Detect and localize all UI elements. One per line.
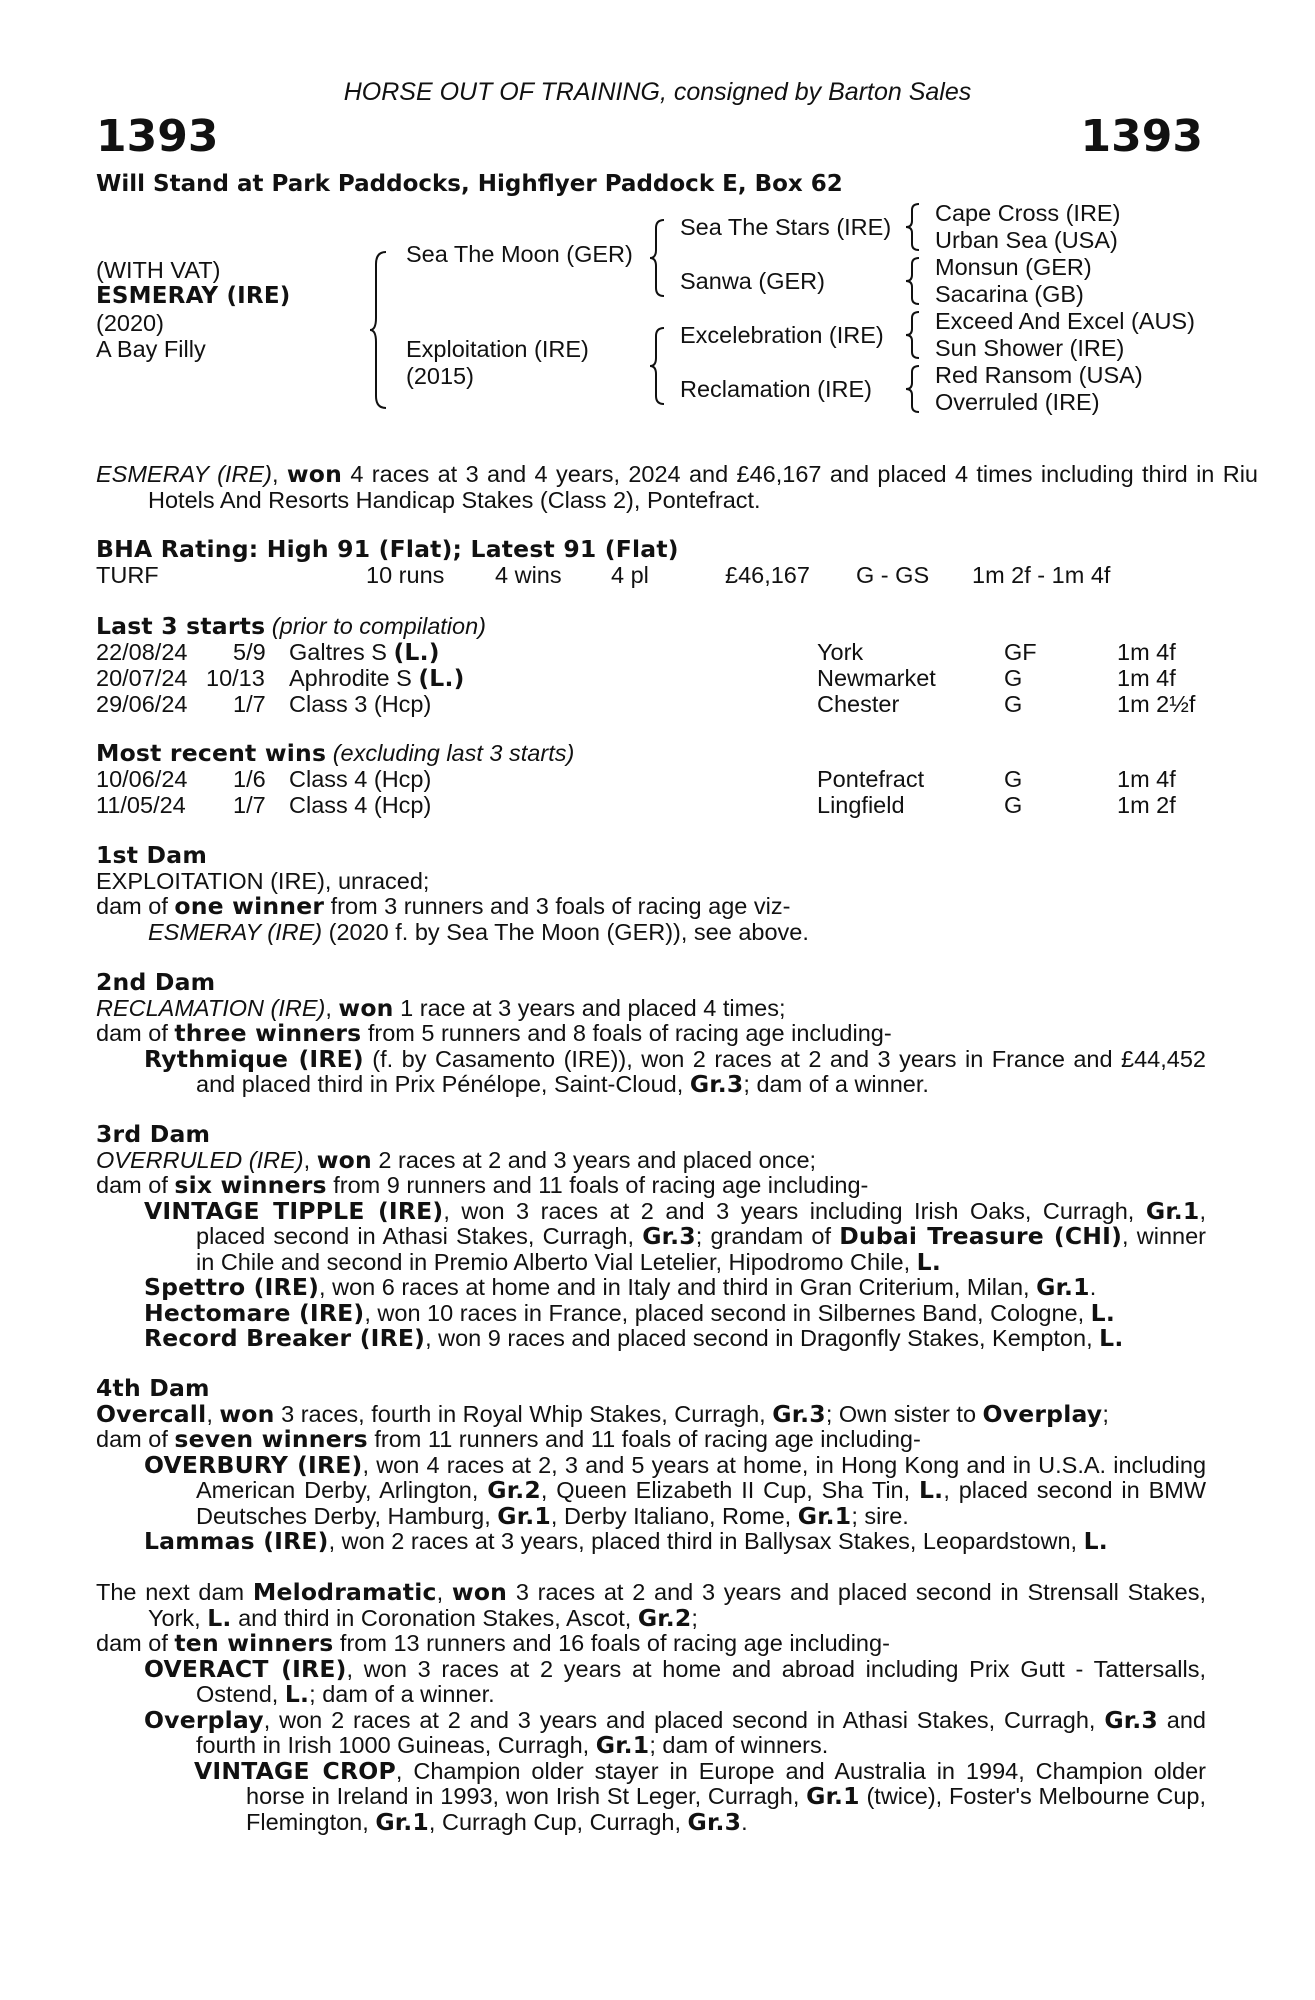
third-dam-line: OVERRULED (IRE), won 2 races at 2 and 3 years and placed once;	[96, 1145, 817, 1174]
third-dam-progeny: Hectomare (IRE), won 10 races in France, placed second in Silbernes Band, Cologne, L.	[144, 1298, 1115, 1327]
recent-wins-heading	[96, 741, 574, 767]
second-dam-progeny: Rythmique (IRE) (f. by Casamento (IRE)), won 2 races at 2 and 3 years in France and £44,452 and placed third in Prix Pénélope, Saint-Cloud, Gr.3; dam of a winner.	[144, 1044, 1206, 1098]
pedigree-brace-g56	[906, 310, 922, 360]
third-dam-progeny: Record Breaker (IRE), won 9 races and placed second in Dragonfly Stakes, Kempton, L.	[144, 1324, 1124, 1352]
fourth-dam-progeny: Lammas (IRE), won 2 races at 3 years, placed third in Ballysax Stakes, Leopardstown, L.	[144, 1527, 1108, 1555]
granddam-2: Sacarina (GB)	[935, 281, 1084, 307]
grandsire-1: Cape Cross (IRE)	[935, 200, 1121, 226]
horse-name: ESMERAY (IRE)	[96, 283, 291, 309]
rating-distance: 1m 2f - 1m 4f	[972, 562, 1111, 588]
summary-text: 4 races at 3 and 4 years, 2024 and £46,167 and placed 4 times including third in Riu Hotels And Resorts Handicap Stakes (Class 2), Pontefract.	[148, 461, 1258, 513]
pedigree-brace-g34	[906, 256, 922, 306]
lot-number-left: 1393	[96, 111, 219, 162]
rating-going: G - GS	[856, 562, 930, 588]
consignor-header: HORSE OUT OF TRAINING, consigned by Barton Sales	[343, 78, 972, 106]
start-position: 1/7	[233, 691, 266, 717]
stand-location: Will Stand at Park Paddocks, Highflyer Paddock E, Box 62	[96, 171, 843, 197]
rating-runs: 10 runs	[366, 562, 445, 588]
grandsire-2: Monsun (GER)	[935, 254, 1092, 280]
granddam-3: Sun Shower (IRE)	[935, 335, 1125, 361]
win-distance: 1m 2f	[1117, 792, 1176, 818]
next-dam-progeny: OVERACT (IRE), won 3 races at 2 years at home and abroad including Prix Gutt - Tattersalls, Ostend, L.; dam of a winner.	[144, 1654, 1206, 1708]
start-race: Aphrodite S (L.)	[289, 664, 465, 692]
fourth-dam-section	[96, 1376, 1206, 1555]
rating-surface: TURF	[96, 562, 159, 588]
start-going: GF	[1004, 639, 1037, 665]
start-race: Class 3 (Hcp)	[289, 691, 432, 717]
win-race: Class 4 (Hcp)	[289, 766, 432, 792]
second-dam-title: 2nd Dam	[96, 968, 216, 996]
fourth-dam-line: Overcall, won 3 races, fourth in Royal Whip Stakes, Curragh, Gr.3; Own sister to Overplay;	[96, 1399, 1109, 1428]
grandsire-4: Red Ransom (USA)	[935, 362, 1143, 388]
start-going: G	[1004, 691, 1023, 717]
win-position: 1/7	[233, 792, 266, 818]
win-race: Class 4 (Hcp)	[289, 792, 432, 818]
bha-rating-title: BHA Rating: High 91 (Flat); Latest 91 (Flat)	[96, 535, 679, 563]
sire: Sea The Moon (GER)	[406, 241, 633, 267]
next-dam-section	[96, 1580, 1206, 1835]
fourth-dam-progeny: OVERBURY (IRE), won 4 races at 2, 3 and 5 years at home, in Hong Kong and in U.S.A. including American Derby, Arlington, Gr.2, Queen Elizabeth II Cup, Sha Tin, L., placed second in BMW Deutsches Derby, Hamburg, Gr.1, Derby Italiano, Rome, Gr.1; sire.	[144, 1450, 1207, 1530]
start-distance: 1m 4f	[1117, 665, 1176, 691]
rating-placed: 4 pl	[611, 562, 649, 588]
win-going: G	[1004, 766, 1023, 792]
dam-year: (2015)	[406, 363, 474, 389]
second-dam-line: RECLAMATION (IRE), won 1 race at 3 years and placed 4 times;	[96, 993, 786, 1022]
second-dam-produce-line: dam of three winners from 5 runners and 8 foals of racing age including-	[96, 1019, 892, 1047]
last-starts-heading	[96, 614, 486, 640]
start-distance: 1m 4f	[1117, 639, 1176, 665]
win-position: 1/6	[233, 766, 266, 792]
granddam-4: Overruled (IRE)	[935, 389, 1100, 415]
recent-wins-title: Most recent wins	[96, 739, 327, 767]
win-distance: 1m 4f	[1117, 766, 1176, 792]
start-position: 5/9	[233, 639, 266, 665]
recent-wins-note: (excluding last 3 starts)	[332, 740, 575, 766]
last-starts-note: (prior to compilation)	[271, 613, 486, 639]
pedigree-brace-main	[370, 250, 390, 410]
pedigree-brace-sire	[650, 218, 668, 298]
start-course: Newmarket	[817, 665, 936, 691]
pedigree-brace-dam	[650, 326, 668, 406]
next-dam-produce-line: dam of ten winners from 13 runners and 16 foals of racing age including-	[96, 1629, 890, 1657]
third-dam-progeny: Spettro (IRE), won 6 races at home and in Italy and third in Gran Criterium, Milan, Gr.1.	[144, 1273, 1097, 1301]
start-race: Galtres S (L.)	[289, 638, 440, 666]
win-course: Lingfield	[817, 792, 905, 818]
grandsire-3: Exceed And Excel (AUS)	[935, 308, 1195, 334]
first-dam-section	[96, 843, 1206, 945]
rating-earnings: £46,167	[725, 562, 810, 588]
race-record-summary: ESMERAY (IRE), won 4 races at 3 and 4 years, 2024 and £46,167 and placed 4 times including third in Riu Hotels And Resorts Handicap Stakes (Class 2), Pontefract.	[96, 460, 1258, 513]
next-dam-line: The next dam Melodramatic, won 3 races at 2 and 3 years and placed second in Strensall Stakes, York, L. and third in Coronation Stakes, Ascot, Gr.2;	[96, 1578, 1207, 1632]
horse-year: (2020)	[96, 310, 164, 336]
start-course: Chester	[817, 691, 900, 717]
next-dam-progeny: Overplay, won 2 races at 2 and 3 years and placed second in Athasi Stakes, Curragh, Gr.3 and fourth in Irish 1000 Guineas, Curragh, Gr.1; dam of winners.	[144, 1705, 1206, 1759]
win-course: Pontefract	[817, 766, 925, 792]
start-course: York	[817, 639, 864, 665]
rating-wins: 4 wins	[495, 562, 562, 588]
vat-note: (WITH VAT)	[96, 257, 221, 283]
summary-horse-name: ESMERAY (IRE)	[96, 461, 272, 487]
pedigree-brace-g78	[906, 364, 922, 414]
horse-description: A Bay Filly	[96, 336, 206, 362]
fourth-dam-produce-line: dam of seven winners from 11 runners and 11 foals of racing age including-	[96, 1425, 921, 1453]
next-dam-grand-progeny: VINTAGE CROP, Champion older stayer in Europe and Australia in 1994, Champion older horse in Ireland in 1993, won Irish St Leger, Curragh, Gr.1 (twice), Foster's Melbourne Cup, Flemington, Gr.1, Curragh Cup, Curragh, Gr.3.	[194, 1756, 1206, 1836]
third-dam-progeny: VINTAGE TIPPLE (IRE), won 3 races at 2 and 3 years including Irish Oaks, Curragh, Gr.1, placed second in Athasi Stakes, Curragh, Gr.3; grandam of Dubai Treasure (CHI), winner in Chile and second in Premio Alberto Vial Letelier, Hipodromo Chile, L.	[144, 1196, 1206, 1276]
start-date: 22/08/24	[96, 639, 188, 665]
win-date: 11/05/24	[96, 792, 186, 818]
third-dam-title: 3rd Dam	[96, 1120, 211, 1148]
start-position: 10/13	[206, 665, 265, 691]
first-dam-progeny: ESMERAY (IRE) (2020 f. by Sea The Moon (GER)), see above.	[148, 918, 809, 945]
lot-number-right: 1393	[1080, 111, 1203, 162]
start-going: G	[1004, 665, 1023, 691]
first-dam-line: EXPLOITATION (IRE), unraced;	[96, 867, 430, 894]
first-dam-produce-line: dam of one winner from 3 runners and 3 foals of racing age viz-	[96, 892, 791, 920]
dam-dam: Reclamation (IRE)	[680, 376, 872, 402]
first-dam-title: 1st Dam	[96, 841, 208, 869]
start-date: 29/06/24	[96, 691, 188, 717]
win-date: 10/06/24	[96, 766, 188, 792]
start-date: 20/07/24	[96, 665, 188, 691]
start-distance: 1m 2½f	[1117, 691, 1196, 717]
second-dam-section	[96, 970, 1206, 1098]
win-going: G	[1004, 792, 1023, 818]
last-starts-title: Last 3 starts	[96, 612, 266, 640]
fourth-dam-title: 4th Dam	[96, 1374, 210, 1402]
sire-sire: Sea The Stars (IRE)	[680, 214, 892, 240]
pedigree-brace-g12	[906, 202, 922, 252]
sire-dam: Sanwa (GER)	[680, 268, 825, 294]
dam: Exploitation (IRE)	[406, 336, 589, 362]
third-dam-section	[96, 1122, 1206, 1352]
dam-sire: Excelebration (IRE)	[680, 322, 884, 348]
summary-won: won	[286, 460, 343, 488]
third-dam-produce-line: dam of six winners from 9 runners and 11 foals of racing age including-	[96, 1171, 869, 1199]
granddam-1: Urban Sea (USA)	[935, 227, 1118, 253]
